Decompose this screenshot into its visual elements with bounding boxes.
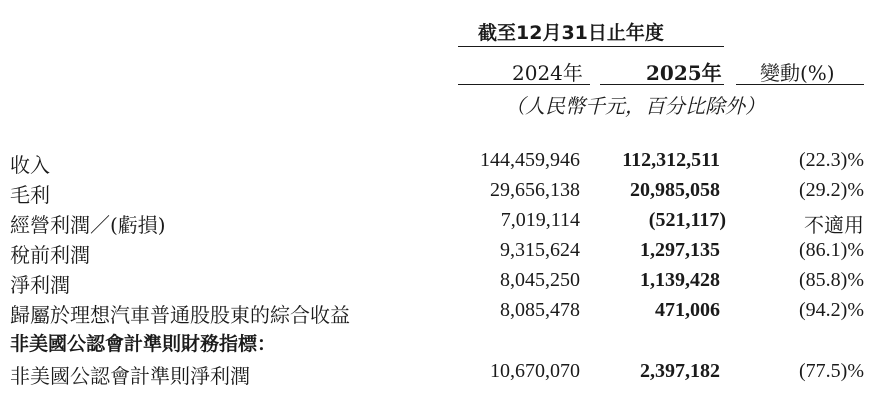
value-change: (94.2)% xyxy=(799,299,864,321)
row-label: 非美國公認會計準則淨利潤 xyxy=(10,364,250,388)
row-label: 淨利潤 xyxy=(10,273,70,297)
row-label: 稅前利潤 xyxy=(10,243,90,267)
col-header-2025: 2025年 xyxy=(646,61,722,85)
value-change: (29.2)% xyxy=(799,179,864,201)
value-2024: 144,459,946 xyxy=(480,149,580,171)
value-change: 不適用 xyxy=(804,215,864,237)
row-label: 毛利 xyxy=(10,183,50,207)
value-change: (77.5)% xyxy=(799,360,864,382)
value-2024: 9,315,624 xyxy=(500,239,580,261)
value-2025: (521,117) xyxy=(648,209,726,231)
value-change: (85.8)% xyxy=(799,269,864,291)
value-2025: 112,312,511 xyxy=(622,149,720,171)
value-2025: 471,006 xyxy=(655,299,720,321)
value-change: (86.1)% xyxy=(799,239,864,261)
value-2025: 1,297,135 xyxy=(640,239,720,261)
unit-note: （人民幣千元，百分比除外） xyxy=(505,94,765,118)
row-label: 經營利潤／(虧損) xyxy=(10,213,166,237)
row-label: 收入 xyxy=(10,153,50,177)
period-header: 截至12月31日止年度 xyxy=(478,22,664,44)
value-2025: 1,139,428 xyxy=(640,269,720,291)
value-2024: 29,656,138 xyxy=(490,179,580,201)
non-gaap-section-title: 非美國公認會計準則財務指標： xyxy=(10,333,277,355)
col-header-2024: 2024年 xyxy=(512,61,583,85)
value-2024: 8,045,250 xyxy=(500,269,580,291)
value-2025: 2,397,182 xyxy=(640,360,720,382)
col-2024-underline xyxy=(458,84,590,85)
value-2024: 10,670,070 xyxy=(490,360,580,382)
col-change-underline xyxy=(736,84,864,85)
value-2025: 20,985,058 xyxy=(630,179,720,201)
row-label: 歸屬於理想汽車普通股股東的綜合收益 xyxy=(10,303,350,327)
period-underline xyxy=(458,46,724,47)
value-2024: 8,085,478 xyxy=(500,299,580,321)
col-2025-underline xyxy=(600,84,724,85)
value-change: (22.3)% xyxy=(799,149,864,171)
col-header-change: 變動(%) xyxy=(760,61,835,85)
value-2024: 7,019,114 xyxy=(500,209,580,231)
